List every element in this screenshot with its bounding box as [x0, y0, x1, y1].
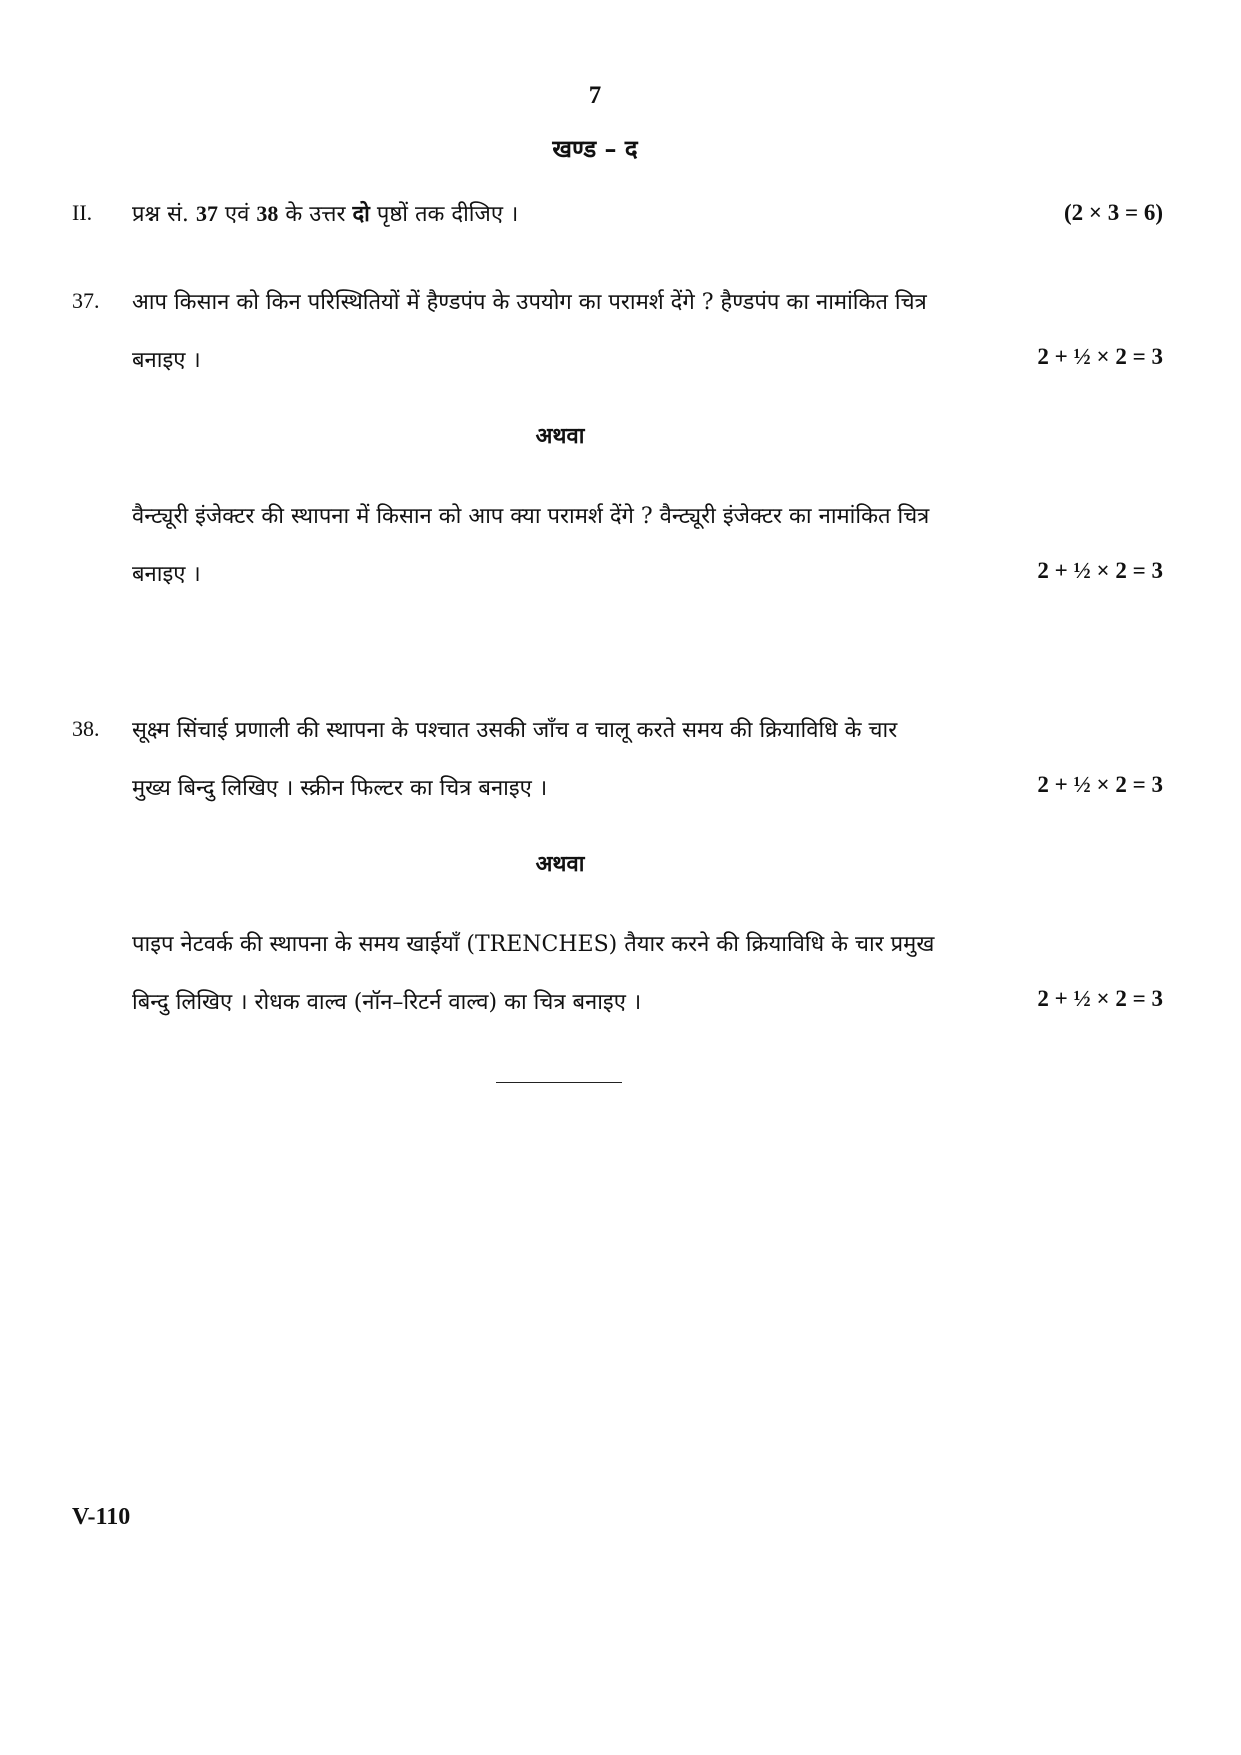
q37-alt-line2: बनाइए ।	[132, 562, 201, 587]
instruction-number: II.	[72, 200, 93, 225]
q37-line1: आप किसान को किन परिस्थितियों में हैण्डपंप के उपयोग का परामर्श देंगे ? हैण्डपंप का नामांकित चित्र	[132, 290, 927, 315]
section-title: खण्ड – द	[552, 134, 638, 163]
q37-line2: बनाइए ।	[132, 348, 201, 373]
q38-alt-line2: बिन्दु लिखिए । रोधक वाल्व (नॉन–रिटर्न वाल्व) का चित्र बनाइए ।	[132, 990, 642, 1015]
footer-code: V-110	[72, 1504, 131, 1530]
q37-number: 37.	[72, 288, 100, 313]
instruction-text: प्रश्न सं. 37 एवं 38 के उत्तर दो पृष्ठों तक दीजिए ।	[132, 201, 519, 227]
q37-or-label: अथवा	[535, 423, 585, 449]
q38-marks: 2 + ½ × 2 = 3	[1037, 772, 1163, 797]
q38-line2: मुख्य बिन्दु लिखिए । स्क्रीन फिल्टर का चित्र बनाइए ।	[132, 776, 548, 801]
instruction-marks: (2 × 3 = 6)	[1063, 200, 1163, 225]
q37-alt-marks: 2 + ½ × 2 = 3	[1037, 558, 1163, 583]
q38-alt-marks: 2 + ½ × 2 = 3	[1037, 986, 1163, 1011]
q37-marks: 2 + ½ × 2 = 3	[1037, 344, 1163, 369]
q38-number: 38.	[72, 716, 100, 741]
q38-line1: सूक्ष्म सिंचाई प्रणाली की स्थापना के पश्चात उसकी जाँच व चालू करते समय की क्रियाविधि के चार	[132, 718, 898, 743]
q37-alt-line1: वैन्ट्यूरी इंजेक्टर की स्थापना में किसान को आप क्या परामर्श देंगे ? वैन्ट्यूरी इंजेक्टर का नामांकित चित्र	[132, 504, 930, 529]
q38-or-label: अथवा	[535, 851, 585, 877]
end-rule	[496, 1082, 622, 1083]
q38-alt-line1: पाइप नेटवर्क की स्थापना के समय खाईयाँ (TRENCHES) तैयार करने की क्रियाविधि के चार प्रमुख	[132, 932, 935, 957]
page-number: 7	[588, 82, 602, 109]
